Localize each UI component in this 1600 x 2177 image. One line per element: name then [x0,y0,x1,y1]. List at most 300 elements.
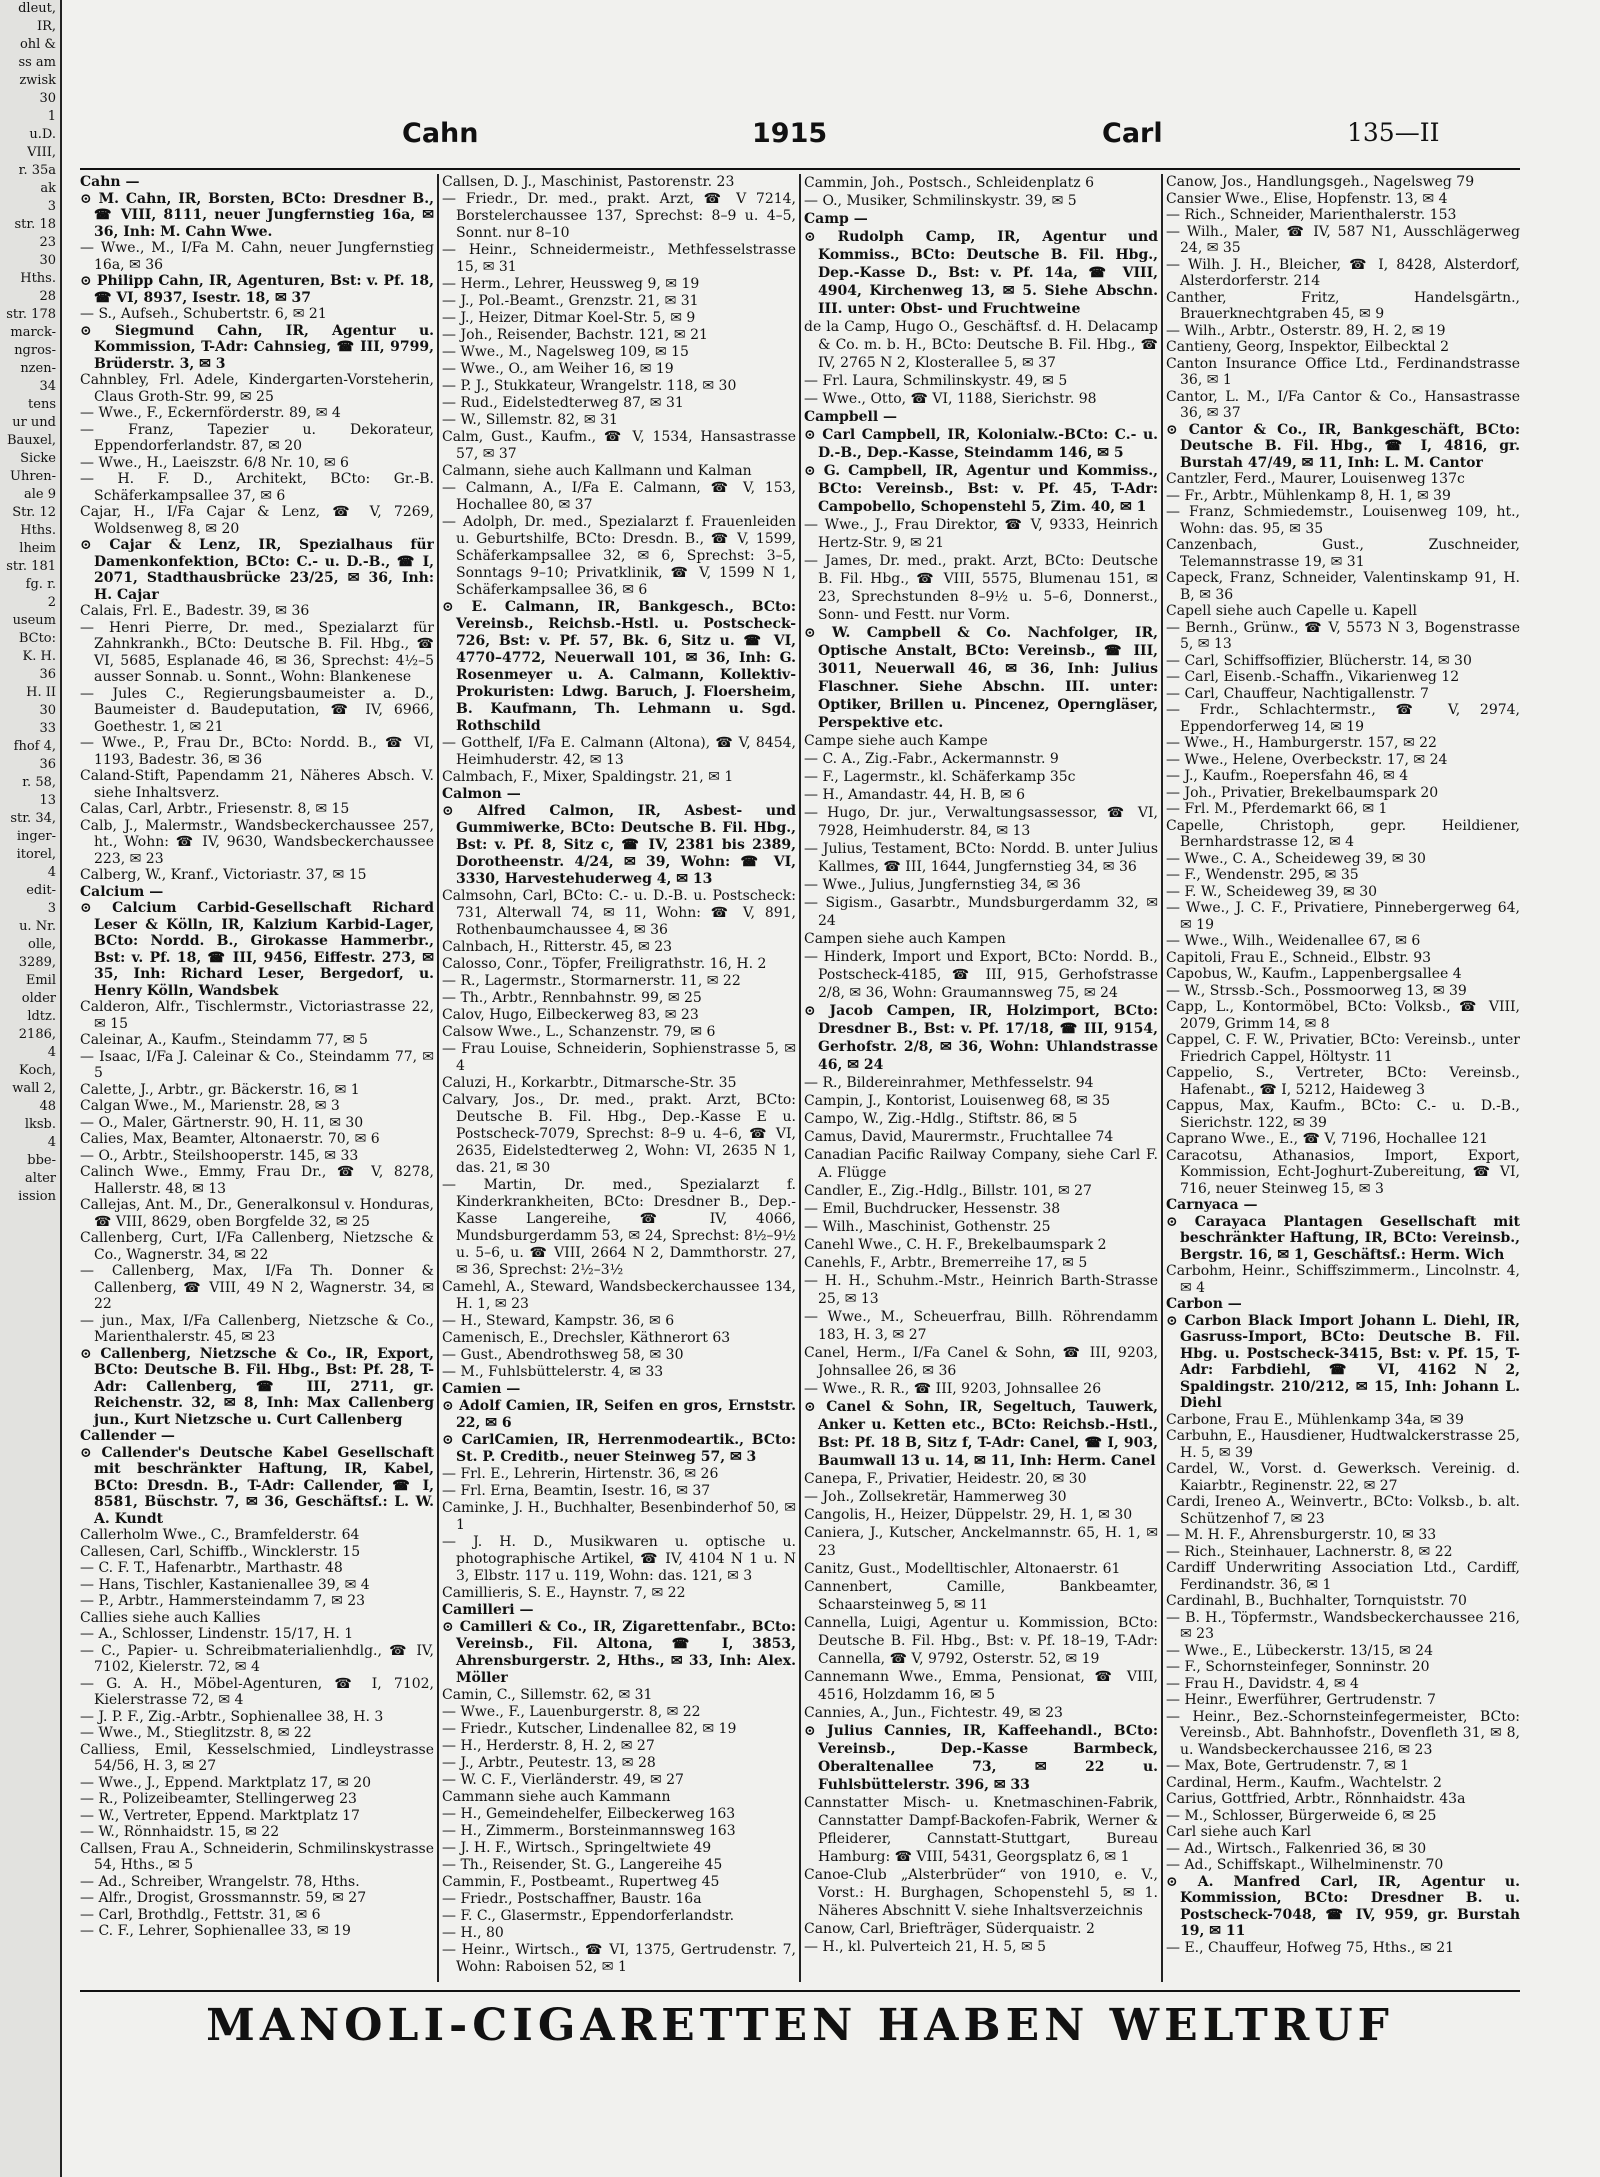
directory-entry: — Max, Bote, Gertrudenstr. 7, ✉ 1 [1166,1758,1409,1774]
directory-entry: — jun., Max, I/Fa Callenberg, Nietzsche & Co., Marienthalerstr. 45, ✉ 23 [80,1312,434,1345]
directory-entry: ⊙ Rudolph Camp, IR, Agentur und Kommiss., BCto: Deutsche B. Fil. Hbg., Dep.-Kasse D., Bst: v. Pf. 14a, ☎ VIII, 4904, Kirchenweg 13, ✉ 5. Siehe Abschn. III. unter: Obst- und Fruchtweine [804,229,1158,317]
edge-fragment: 13 [39,793,56,808]
edge-fragment: Sicke [20,451,56,466]
directory-entry: Cahnbley, Frl. Adele, Kindergarten-Vorsteherin, Claus Groth-Str. 99, ✉ 25 [80,372,434,405]
directory-entry: — Th., Reisender, St. G., Langereihe 45 [442,1857,723,1873]
directory-entry: Calgan Wwe., M., Marienstr. 28, ✉ 3 [80,1098,340,1114]
directory-entry: — Wwe., O., am Weiher 16, ✉ 19 [442,361,674,377]
edge-fragment: ale 9 [23,487,56,502]
directory-entry: Callsen, Frau A., Schneiderin, Schmilinskystrasse 54, Hths., ✉ 5 [80,1840,434,1873]
directory-entry: — Frl. E., Lehrerin, Hirtenstr. 36, ✉ 26 [442,1466,719,1482]
directory-entry: — Herm., Lehrer, Heussweg 9, ✉ 19 [442,276,700,292]
directory-entry: Cannenbert, Camille, Bankbeamter, Schaarsteinweg 5, ✉ 11 [804,1579,1158,1613]
directory-entry: — Wwe., F., Eckernförderstr. 89, ✉ 4 [80,405,341,421]
directory-entry: — Frl. M., Pferdemarkt 66, ✉ 1 [1166,801,1388,817]
edge-fragment: u. Nr. [19,919,56,934]
edge-fragment: ission [18,1189,56,1204]
directory-entry: — Carl, Chauffeur, Nachtigallenstr. 7 [1166,685,1429,702]
edge-fragment: 23 [39,235,56,250]
edge-fragment: IR, [36,19,56,34]
directory-entry: Canitz, Gust., Modelltischler, Altonaerstr. 61 [804,1561,1121,1577]
directory-entry: Calais, Frl. E., Badestr. 39, ✉ 36 [80,603,310,619]
edge-fragment: str. 178 [6,307,56,322]
edge-fragment: edit- [26,883,56,898]
edge-fragment: fhof 4, [13,739,56,754]
edge-fragment: Koch, [19,1063,56,1078]
directory-entry: Capell siehe auch Capelle u. Kapell [1166,603,1418,619]
directory-entry: — J., Heizer, Ditmar Koel-Str. 5, ✉ 9 [442,310,696,326]
directory-entry: — C. F., Lehrer, Sophienallee 33, ✉ 19 [80,1923,351,1939]
directory-entry: ⊙ Jacob Campen, IR, Holzimport, BCto: Dresdner B., Bst: v. Pf. 17/18, ☎ III, 9154, Gerhofstr. 2/8, ✉ 36, Wohn: Uhlandstrasse 46, ✉ 24 [804,1003,1158,1073]
section-heading: Carbon — [1166,1296,1242,1312]
directory-entry: Calas, Carl, Arbtr., Friesenstr. 8, ✉ 15 [80,801,350,817]
directory-entry: — Frl. Laura, Schmilinskystr. 49, ✉ 5 [804,373,1068,389]
directory-entry: Candler, E., Zig.-Hdlg., Billstr. 101, ✉ 27 [804,1183,1092,1199]
directory-entry: — J., Kaufm., Roepersfahn 46, ✉ 4 [1166,768,1409,784]
directory-entry: — F., Lagermstr., kl. Schäferkamp 35c [804,769,1076,785]
directory-entry: — Emil, Buchdrucker, Hessenstr. 38 [804,1201,1061,1217]
directory-entry: Cappus, Max, Kaufm., BCto: C.- u. D.-B., Sierichstr. 122, ✉ 39 [1166,1098,1520,1131]
section-heading: Camp — [804,211,868,227]
edge-fragment: H. II [26,685,56,700]
edge-fragment: BCto: [18,631,56,646]
directory-entry: Capeck, Franz, Schneider, Valentinskamp 91, H. B, ✉ 36 [1166,570,1520,603]
directory-entry: Canehl Wwe., C. H. F., Brekelbaumspark 2 [804,1237,1107,1253]
directory-entry: de la Camp, Hugo O., Geschäftsf. d. H. Delacamp & Co. m. b. H., BCto: Deutsche B. Fil. Hbg., ☎ IV, 2765 N 2, Klosterallee 5, ✉ 37 [804,319,1158,371]
edge-fragment: useum [12,613,56,628]
directory-entry: ⊙ Callenberg, Nietzsche & Co., IR, Export, BCto: Deutsche B. Fil. Hbg., Bst: Pf. 28, T-Adr: Callenberg, ☎ III, 2711, gr. Reichenstr. 32, ✉ 8, Inh: Max Callenberg jun., Kurt Nietzsche u. Curt Callenberg [80,1345,434,1428]
edge-fragment: older [21,991,56,1006]
edge-fragment: 3289, [18,955,56,970]
directory-entry: — Wwe., H., Hamburgerstr. 157, ✉ 22 [1166,735,1437,751]
directory-entry: Cammin, F., Postbeamt., Rupertweg 45 [442,1874,720,1890]
directory-entry: Calmann, siehe auch Kallmann und Kalman [442,463,752,479]
directory-entry: Calette, J., Arbtr., gr. Bäckerstr. 16, ✉ 1 [80,1081,360,1098]
directory-entry: — R., Polizeibeamter, Stellingerweg 23 [80,1791,357,1807]
directory-entry: Canepa, F., Privatier, Heidestr. 20, ✉ 30 [804,1471,1087,1487]
directory-entry: Cansier Wwe., Elise, Hopfenstr. 13, ✉ 4 [1166,190,1448,207]
directory-entry: Callerholm Wwe., C., Bramfelderstr. 64 [80,1527,360,1543]
directory-entry: Capobus, W., Kaufm., Lappenbergsallee 4 [1166,966,1462,982]
edge-fragment: tens [28,397,56,412]
edge-fragment: 30 [39,703,56,718]
directory-entry: — C. F. T., Hafenarbtr., Marthastr. 48 [80,1560,343,1576]
directory-entry: ⊙ Philipp Cahn, IR, Agenturen, Bst: v. Pf. 18, ☎ VI, 8937, Isestr. 18, ✉ 37 [80,273,434,306]
directory-entry: — Th., Arbtr., Rennbahnstr. 99, ✉ 25 [442,990,702,1006]
directory-entry: — J. P. F., Zig.-Arbtr., Sophienallee 38, H. 3 [80,1708,384,1725]
edge-fragment: ur und [12,415,56,430]
directory-entry: — Heinr., Schneidermeistr., Methfesselstrasse 15, ✉ 31 [442,242,796,275]
directory-entry: ⊙ A. Manfred Carl, IR, Agentur u. Kommission, BCto: Dresdner B. u. Postscheck-7048, ☎ IV, 959, gr. Burstah 19, ✉ 11 [1166,1873,1520,1939]
directory-entry: — Wilh., Maler, ☎ IV, 587 N1, Ausschlägerweg 24, ✉ 35 [1166,223,1520,256]
directory-entry: — Wilh. J. H., Bleicher, ☎ I, 8428, Alsterdorf, Alsterdorferstr. 214 [1166,256,1520,289]
directory-entry: — James, Dr. med., prakt. Arzt, BCto: Deutsche B. Fil. Hbg., ☎ VIII, 5575, Blumenau 151, ✉ 23, Sprechstunden 8–9½ u. 5–6, Donnerst., Sonn- und Festt. nur Vorm. [804,553,1158,623]
directory-entry: ⊙ Callender's Deutsche Kabel Gesellschaft mit beschränkter Haftung, IR, Kabel, BCto: Dresdn. B., T-Adr: Callender, ☎ I, 8581, Büschstr. 7, ✉ 36, Geschäftsf.: L. W. A. Kundt [80,1444,434,1527]
directory-entry: — Isaac, I/Fa J. Caleinar & Co., Steindamm 77, ✉ 5 [80,1048,434,1081]
directory-entry: — Wwe., C. A., Scheideweg 39, ✉ 30 [1166,850,1426,867]
column-divider [437,174,439,1982]
directory-entry: Campo, W., Zig.-Hdlg., Stiftstr. 86, ✉ 5 [804,1111,1078,1127]
edge-fragment: 33 [39,721,56,736]
directory-entry: — H. F. D., Architekt, BCto: Gr.-B. Schäferkampsallee 37, ✉ 6 [80,471,434,504]
directory-entry: Cantor, L. M., I/Fa Cantor & Co., Hansastrasse 36, ✉ 37 [1166,388,1520,421]
section-heading: Carnyaca — [1166,1197,1258,1213]
directory-page [62,0,1600,2177]
section-heading: Camien — [442,1381,521,1397]
directory-entry: — Hugo, Dr. jur., Verwaltungsassessor, ☎ VI, 7928, Heimhuderstr. 84, ✉ 13 [804,805,1158,839]
directory-entry: Cantieny, Georg, Inspektor, Eilbecktal 2 [1166,339,1450,355]
section-heading: Calcium — [80,883,164,900]
edge-fragment: 4 [47,1045,56,1060]
directory-entry: Caleinar, A., Kaufm., Steindamm 77, ✉ 5 [80,1032,368,1048]
directory-entry: ⊙ W. Campbell & Co. Nachfolger, IR, Optische Anstalt, BCto: Vereinsb., ☎ III, 3011, Neuerwall 46, ✉ 36, Inh: Julius Flaschner. Siehe Abschn. III. unter: Optiker, Brillen u. Pincenez, Operngläser, Perspektive etc. [804,625,1158,731]
directory-entry: Campe siehe auch Kampe [804,733,988,749]
directory-entry: — Wwe., J., Eppend. Marktplatz 17, ✉ 20 [80,1774,372,1791]
directory-entry: ⊙ G. Campbell, IR, Agentur und Kommiss., BCto: Vereinsb., Bst: v. Pf. 45, T-Adr: Campobello, Schopenstehl 5, Zim. 40, ✉ 1 [804,463,1158,515]
directory-entry: Caland-Stift, Papendamm 21, Näheres Absch. V. siehe Inhaltsverz. [80,768,434,801]
directory-entry: Cardi, Ireneo A., Weinvertr., BCto: Volksb., b. alt. Schützenhof 7, ✉ 23 [1166,1494,1520,1527]
directory-entry: — C. A., Zig.-Fabr., Ackermannstr. 9 [804,751,1059,767]
edge-fragment: inger- [16,829,56,844]
directory-entry: Calmbach, F., Mixer, Spaldingstr. 21, ✉ 1 [442,769,734,785]
directory-entry: Cammin, Joh., Postsch., Schleidenplatz 6 [804,175,1094,191]
directory-entry: Camus, David, Maurermstr., Fruchtallee 74 [804,1129,1114,1145]
directory-entry: Callesen, Carl, Schiffb., Wincklerstr. 15 [80,1543,361,1560]
directory-entry: — Wwe., J., Frau Direktor, ☎ V, 9333, Heinrich Hertz-Str. 9, ✉ 21 [804,517,1158,551]
directory-entry: — H. H., Schuhm.-Mstr., Heinrich Barth-Strasse 25, ✉ 13 [804,1273,1158,1307]
directory-entry: Carbuhn, E., Hausdiener, Hudtwalckerstrasse 25, H. 5, ✉ 39 [1166,1428,1520,1461]
directory-entry: — H., Gemeindehelfer, Eilbeckerweg 163 [442,1806,736,1822]
directory-entry: — Jules C., Regierungsbaumeister a. D., Baumeister d. Baudeputation, ☎ IV, 6966, Goethestr. 1, ✉ 21 [80,685,434,735]
directory-entry: Calb, J., Malermstr., Wandsbeckerchaussee 257, ht., Wohn: ☎ IV, 9630, Wandsbeckerchaussee 223, ✉ 23 [80,817,434,867]
directory-entry: — Wwe., R. R., ☎ III, 9203, Johnsallee 26 [804,1381,1102,1397]
directory-entry: ⊙ Adolf Camien, IR, Seifen en gros, Ernststr. 22, ✉ 6 [442,1398,796,1431]
directory-entry: — W., Strssb.-Sch., Possmoorweg 13, ✉ 39 [1166,982,1467,999]
directory-entry: Canther, Fritz, Handelsgärtn., Brauerknechtgraben 45, ✉ 9 [1166,289,1520,322]
entry-columns [80,174,1520,1982]
directory-entry: — Wwe., F., Lauenburgerstr. 8, ✉ 22 [442,1704,701,1720]
directory-entry: Camenisch, E., Drechsler, Käthnerort 63 [442,1330,731,1346]
column-4 [1166,174,1520,1982]
directory-entry: ⊙ Carbon Black Import Johann L. Diehl, IR, Gasruss-Import, BCto: Deutsche B. Fil. Hbg. u. Postscheck-3415, Bst: v. Pf. 15, T-Adr: Farbdiehl, ☎ VI, 4162 N 2, Spaldingstr. 210/212, ✉ 15, Inh: Johann L. Diehl [1166,1312,1520,1411]
directory-entry: — Heinr., Bez.-Schornsteinfegermeister, BCto: Vereinsb., Abt. Bahnhofstr., Dovenfleth 31, ✉ 8, u. Wandsbeckerchaussee 216, ✉ 23 [1166,1708,1520,1758]
directory-entry: Cardiff Underwriting Association Ltd., Cardiff, Ferdinandstr. 36, ✉ 1 [1166,1560,1520,1593]
directory-entry: ⊙ Julius Cannies, IR, Kaffeehandl., BCto: Vereinsb., Dep.-Kasse Barmbeck, Oberaltenallee 73, ✉ 22 u. Fuhlsbüttelerstr. 396, ✉ 33 [804,1723,1158,1793]
page-number: 135—II [1347,118,1440,147]
directory-entry: — Wwe., P., Frau Dr., BCto: Nordd. B., ☎ VI, 1193, Badestr. 36, ✉ 36 [80,735,434,768]
adjacent-page-edge [0,0,63,2177]
directory-entry: — Adolph, Dr. med., Spezialarzt f. Frauenleiden u. Geburtshilfe, BCto: Dresdn. B., ☎ V, 1599, Schäferkampsallee 32, ✉ 6, Sprechst: 3–5, Sonntags 9–10; Privatklinik, ☎ V, 1599 N 1, Schäferkampsallee 36, ✉ 6 [442,514,796,598]
header-right-word: Carl [1102,118,1163,149]
directory-entry: Carbone, Frau E., Mühlenkamp 34a, ✉ 39 [1166,1411,1464,1428]
directory-entry: Calmsohn, Carl, BCto: C.- u. D.-B. u. Postscheck: 731, Alterwall 74, ✉ 11, Wohn: ☎ V, 891, Rothenbaumchaussee 4, ✉ 36 [442,888,796,938]
edge-fragment: 2 [47,595,56,610]
directory-entry: — W., Sillemstr. 82, ✉ 31 [442,412,618,428]
directory-entry: Calliess, Emil, Kesselschmied, Lindleystrasse 54/56, H. 3, ✉ 27 [80,1741,434,1774]
directory-entry: — Friedr., Kutscher, Lindenallee 82, ✉ 19 [442,1721,737,1737]
directory-entry: — M. H. F., Ahrensburgerstr. 10, ✉ 33 [1166,1527,1437,1543]
directory-entry: — Calmann, A., I/Fa E. Calmann, ☎ V, 153, Hochallee 80, ✉ 37 [442,480,796,513]
directory-entry: Calnbach, H., Ritterstr. 45, ✉ 23 [442,939,673,955]
directory-entry: Carius, Gottfried, Arbtr., Rönnhaidstr. 43a [1166,1791,1466,1807]
column-1 [80,174,434,1982]
directory-entry: Caluzi, H., Korkarbtr., Ditmarsche-Str. 35 [442,1075,737,1091]
directory-entry: Campin, J., Kontorist, Louisenweg 68, ✉ 35 [804,1093,1111,1109]
directory-entry: Campen siehe auch Kampen [804,931,1006,947]
directory-entry: Canow, Jos., Handlungsgeh., Nagelsweg 79 [1166,174,1475,190]
edge-fragment: 36 [39,757,56,772]
edge-fragment: 30 [39,91,56,106]
directory-entry: — Callenberg, Max, I/Fa Th. Donner & Callenberg, ☎ VIII, 49 N 2, Wagnerstr. 34, ✉ 22 [80,1263,434,1312]
directory-entry: — Frau H., Davidstr. 4, ✉ 4 [1166,1675,1359,1692]
edge-fragment: nzen- [20,361,56,376]
directory-entry: Calinch Wwe., Emmy, Frau Dr., ☎ V, 8278, Hallerstr. 48, ✉ 13 [80,1164,434,1197]
directory-entry: — Carl, Schiffsoffizier, Blücherstr. 14, ✉ 30 [1166,652,1472,669]
directory-entry: Capitoli, Frau E., Schneid., Elbstr. 93 [1166,949,1432,966]
directory-entry: Cannemann Wwe., Emma, Pensionat, ☎ VIII, 4516, Holzdamm 16, ✉ 5 [804,1669,1158,1703]
directory-entry: — Hans, Tischler, Kastanienallee 39, ✉ 4 [80,1576,370,1593]
edge-fragment: Hths. [20,523,56,538]
edge-fragment: ak [40,181,56,196]
edge-fragment: str. 34, [10,811,56,826]
directory-entry: Camehl, A., Steward, Wandsbeckerchaussee 134, H. 1, ✉ 23 [442,1279,796,1312]
edge-fragment: wall 2, [12,1081,56,1096]
directory-entry: ⊙ Camilleri & Co., IR, Zigarettenfabr., BCto: Vereinsb., Fil. Altona, ☎ I, 3853, Ahrensburgerstr. 2, Hths., ✉ 33, Inh: Alex. Möller [442,1619,796,1686]
directory-entry: Capelle, Christoph, gepr. Heildiener, Bernhardstrasse 12, ✉ 4 [1166,817,1520,850]
directory-entry: ⊙ Carl Campbell, IR, Kolonialw.-BCto: C.- u. D.-B., Dep.-Kasse, Steindamm 146, ✉ 5 [804,427,1158,461]
directory-entry: — Carl, Brothdlg., Fettstr. 31, ✉ 6 [80,1906,321,1923]
directory-entry: — Gotthelf, I/Fa E. Calmann (Altona), ☎ V, 8454, Heimhuderstr. 42, ✉ 13 [442,735,796,768]
edge-fragment: r. 58, [22,775,56,790]
edge-fragment: 30 [39,253,56,268]
directory-entry: — Bernh., Grünw., ☎ V, 5573 N 3, Bogenstrasse 5, ✉ 13 [1166,619,1520,652]
directory-entry: — Frau Louise, Schneiderin, Sophienstrasse 5, ✉ 4 [442,1041,796,1074]
directory-entry: — Alfr., Drogist, Grossmannstr. 59, ✉ 27 [80,1890,367,1906]
edge-fragment: zwisk [19,73,56,88]
directory-entry: Calov, Hugo, Eilbeckerweg 83, ✉ 23 [442,1007,699,1023]
section-heading: Callender — [80,1428,175,1444]
directory-entry: ⊙ Cantor & Co., IR, Bankgeschäft, BCto: Deutsche B. Fil. Hbg., ☎ I, 4816, gr. Burstah 47/49, ✉ 11, Inh: L. M. Cantor [1166,421,1520,471]
directory-entry: Canow, Carl, Briefträger, Süderquaistr. 2 [804,1921,1095,1937]
directory-entry: — M., Fuhlsbüttelerstr. 4, ✉ 33 [442,1364,664,1380]
directory-entry: — Ad., Schiffskapt., Wilhelminenstr. 70 [1166,1857,1444,1873]
directory-entry: ⊙ Canel & Sohn, IR, Segeltuch, Tauwerk, Anker u. Ketten etc., BCto: Reichsb.-Hstl., Bst: Pf. 18 B, Sitz f, T-Adr: Canel, ☎ I, 903, Baumwall 13 u. 14, ✉ 11, Inh: Herm. Canel [804,1399,1158,1469]
directory-entry: — Julius, Testament, BCto: Nordd. B. unter Julius Kallmes, ☎ III, 1644, Jungfernstieg 34, ✉ 36 [804,841,1158,875]
edge-fragment: 3 [47,901,56,916]
directory-entry: Cardel, W., Vorst. d. Gewerksch. Vereinig. d. Kaiarbtr., Reginenstr. 22, ✉ 27 [1166,1461,1520,1494]
directory-entry: Caracotsu, Athanasios, Import, Export, Kommission, Echt-Joghurt-Zubereitung, ☎ VI, 716, neuer Steinweg 15, ✉ 3 [1166,1147,1520,1197]
directory-entry: Caprano Wwe., E., ☎ V, 7196, Hochallee 121 [1166,1131,1489,1147]
column-3 [804,174,1158,1982]
directory-entry: Cammann siehe auch Kammann [442,1789,671,1805]
directory-entry: — B. H., Töpfermstr., Wandsbeckerchaussee 216, ✉ 23 [1166,1609,1520,1642]
edge-fragment: bbe- [27,1153,56,1168]
directory-entry: — Wilh., Maschinist, Gothenstr. 25 [804,1219,1051,1235]
edge-fragment: ss am [18,55,56,70]
directory-entry: — G. A. H., Möbel-Agenturen, ☎ I, 7102, Kielerstrasse 72, ✉ 4 [80,1675,434,1708]
directory-entry: — Ad., Schreiber, Wrangelstr. 78, Hths. [80,1873,360,1890]
directory-entry: — Ad., Wirtsch., Falkenried 36, ✉ 30 [1166,1840,1427,1857]
header-rule [80,168,1520,170]
directory-entry: — Heinr., Wirtsch., ☎ VI, 1375, Gertrudenstr. 7, Wohn: Raboisen 52, ✉ 1 [442,1942,796,1975]
directory-entry: — F., Wendenstr. 295, ✉ 35 [1166,867,1359,883]
edge-fragment: 34 [39,379,56,394]
directory-entry: — P., Arbtr., Hammersteindamm 7, ✉ 23 [80,1593,366,1609]
column-2 [442,174,796,1982]
directory-entry: ⊙ M. Cahn, IR, Borsten, BCto: Dresdner B., ☎ VIII, 8111, neuer Jungfernstieg 16a, ✉ 36, Inh: M. Cahn Wwe. [80,190,434,240]
directory-entry: Cannstatter Misch- u. Knetmaschinen-Fabrik, Cannstatter Dampf-Backofen-Fabrik, Werner & Pfleiderer, Cannstatt-Stuttgart, Bureau Hamburg: ☎ VIII, 5431, Georgsplatz 6, ✉ 1 [804,1795,1158,1865]
directory-entry: — Wwe., E., Lübeckerstr. 13/15, ✉ 24 [1166,1642,1433,1659]
directory-entry: — Rich., Steinhauer, Lachnerstr. 8, ✉ 22 [1166,1543,1453,1560]
edge-fragment: 1 [47,109,56,124]
directory-entry: — J. H. D., Musikwaren u. optische u. photographische Artikel, ☎ IV, 4104 N 1 u. N 3, Elbstr. 117 u. 119, Wohn: das. 121, ✉ 3 [442,1534,796,1584]
directory-entry: — W., Rönnhaidstr. 15, ✉ 22 [80,1824,280,1840]
directory-entry: Cangolis, H., Heizer, Düppelstr. 29, H. 1, ✉ 30 [804,1507,1133,1523]
directory-entry: — Gust., Abendrothsweg 58, ✉ 30 [442,1347,684,1363]
directory-entry: Calberg, W., Kranf., Victoriastr. 37, ✉ 15 [80,867,367,883]
directory-entry: — Martin, Dr. med., Spezialarzt f. Kinderkrankheiten, BCto: Dresdner B., Dep.-Kasse Langereihe, ☎ IV, 4066, Mundsburgerdamm 53, ✉ 24, Sprechst: 8½–9½ u. 5–6, u. ☎ VIII, 2664 N 2, Dammthorstr. 27, ✉ 36, Sprechst: 2½–3½ [442,1177,796,1278]
edge-fragment: 4 [47,1135,56,1150]
directory-entry: — Rich., Schneider, Marienthalerstr. 153 [1166,207,1457,223]
directory-entry: Cannella, Luigi, Agentur u. Kommission, BCto: Deutsche B. Fil. Hbg., Bst: v. Pf. 18–19, T-Adr: Cannella, ☎ V, 9792, Osterstr. 52, ✉ 19 [804,1615,1158,1667]
directory-entry: — Fr., Arbtr., Mühlenkamp 8, H. 1, ✉ 39 [1166,487,1451,504]
header-left-word: Cahn [402,118,479,149]
directory-entry: — Friedr., Dr. med., prakt. Arzt, ☎ V 7214, Borstelerchaussee 137, Sprechst: 8–9 u. 4–5, Sonnt. nur 8–10 [442,191,796,241]
directory-entry: — Joh., Reisender, Bachstr. 121, ✉ 21 [442,327,708,343]
edge-fragment: K. H. [22,649,56,664]
directory-entry: Cardinal, Herm., Kaufm., Wachtelstr. 2 [1166,1774,1442,1791]
directory-entry: — O., Arbtr., Steilshooperstr. 145, ✉ 33 [80,1147,359,1164]
footer-rule [80,1990,1520,1992]
column-divider [1161,174,1163,1982]
directory-entry: — Joh., Zollsekretär, Hammerweg 30 [804,1489,1067,1505]
directory-entry: Carl siehe auch Karl [1166,1824,1312,1840]
directory-entry: Capp, L., Kontormöbel, BCto: Volksb., ☎ VIII, 2079, Grimm 14, ✉ 8 [1166,999,1520,1032]
directory-entry: — H., Amandastr. 44, H. B, ✉ 6 [804,787,1026,803]
directory-entry: — Wilh., Arbtr., Osterstr. 89, H. 2, ✉ 19 [1166,322,1446,339]
edge-fragment: ldtz. [27,1009,56,1024]
directory-entry: Camillieris, S. E., Haynstr. 7, ✉ 22 [442,1585,686,1601]
header-year: 1915 [752,118,828,149]
directory-entry: ⊙ Carayaca Plantagen Gesellschaft mit beschränkter Haftung, IR, BCto: Vereinsb., Bergstr. 16, ✉ 1, Geschäftsf.: Herm. Wich [1166,1213,1520,1263]
edge-fragment: r. 35a [18,163,56,178]
directory-entry: Canehls, F., Arbtr., Bremerreihe 17, ✉ 5 [804,1255,1088,1271]
directory-entry: — R., Bildereinrahmer, Methfesselstr. 94 [804,1075,1094,1091]
edge-fragment: Emil [25,973,56,988]
edge-fragment: olle, [28,937,56,952]
section-heading: Cahn — [80,174,140,190]
directory-entry: — Wwe., Julius, Jungfernstieg 34, ✉ 36 [804,877,1081,893]
directory-entry: Calderon, Alfr., Tischlermstr., Victoriastrasse 22, ✉ 15 [80,999,434,1032]
directory-entry: — Franz, Tapezier u. Dekorateur, Eppendorferlandstr. 87, ✉ 20 [80,421,434,454]
directory-entry: Calosso, Conr., Töpfer, Freiligrathstr. 16, H. 2 [442,956,767,972]
edge-fragment: 2186, [18,1027,56,1042]
edge-fragment: Str. 12 [12,505,56,520]
directory-entry: — J., Arbtr., Peutestr. 13, ✉ 28 [442,1755,656,1771]
directory-entry: — Wwe., Helene, Overbeckstr. 17, ✉ 24 [1166,751,1448,768]
directory-entry: — Wwe., Otto, ☎ VI, 1188, Sierichstr. 98 [804,391,1097,407]
directory-entry: — M., Schlosser, Bürgerweide 6, ✉ 25 [1166,1807,1437,1824]
directory-entry: Canton Insurance Office Ltd., Ferdinandstrasse 36, ✉ 1 [1166,355,1520,388]
directory-entry: Calsow Wwe., L., Schanzenstr. 79, ✉ 6 [442,1024,716,1040]
directory-entry: — H., Steward, Kampstr. 36, ✉ 6 [442,1313,675,1329]
directory-entry: Calvary, Jos., Dr. med., prakt. Arzt, BCto: Deutsche B. Fil. Hbg., Dep.-Kasse E u. Postscheck-7079, Sprechst: 8–9 u. 4–6, ☎ VI, 2635, Eidelstedterweg 2, Wohn: VI, 2635 N 1, das. 21, ✉ 30 [442,1092,796,1176]
directory-entry: — Wwe., M., Stieglitzstr. 8, ✉ 22 [80,1725,312,1741]
edge-fragment: 48 [39,1099,56,1114]
directory-entry: — A., Schlosser, Lindenstr. 15/17, H. 1 [80,1626,354,1642]
edge-fragment: VIII, [27,145,56,160]
directory-entry: Carbohm, Heinr., Schiffszimmerm., Lincolnstr. 4, ✉ 4 [1166,1263,1520,1296]
advertisement-banner: MANOLI-CIGARETTEN HABEN WELTRUF [206,2000,1394,2051]
directory-entry: Callsen, D. J., Maschinist, Pastorenstr. 23 [442,174,735,190]
edge-fragment: str. 181 [6,559,56,574]
directory-entry: — C., Papier- u. Schreibmaterialienhdlg., ☎ IV, 7102, Kielerstr. 72, ✉ 4 [80,1642,434,1675]
edge-fragment: dleut, [18,1,56,16]
directory-entry: — Frdr., Schlachtermstr., ☎ V, 2974, Eppendorferweg 14, ✉ 19 [1166,702,1520,735]
directory-entry: Canel, Herm., I/Fa Canel & Sohn, ☎ III, 9203, Johnsallee 26, ✉ 36 [804,1345,1158,1379]
directory-entry: — J., Pol.-Beamt., Grenzstr. 21, ✉ 31 [442,293,699,309]
directory-entry: Calies, Max, Beamter, Altonaerstr. 70, ✉ 6 [80,1131,380,1147]
directory-entry: — Joh., Privatier, Brekelbaumspark 20 [1166,784,1439,801]
directory-entry: — Hinderk, Import und Export, BCto: Nordd. B., Postscheck-4185, ☎ III, 915, Gerhofstrasse 2/8, ✉ 36, Wohn: Graumannsweg 75, ✉ 24 [804,949,1158,1001]
edge-fragment: lheim [19,541,56,556]
directory-entry: Caniera, J., Kutscher, Anckelmannstr. 65, H. 1, ✉ 23 [804,1525,1158,1559]
edge-fragment: fg. r. [25,577,56,592]
directory-entry: — Franz, Schmiedemstr., Louisenweg 109, ht., Wohn: das. 95, ✉ 35 [1166,504,1520,537]
section-heading: Camilleri — [442,1602,534,1618]
edge-fragment: 3 [47,199,56,214]
directory-entry: Callenberg, Curt, I/Fa Callenberg, Nietzsche & Co., Wagnerstr. 34, ✉ 22 [80,1230,434,1263]
directory-entry: — E., Chauffeur, Hofweg 75, Hths., ✉ 21 [1166,1939,1455,1956]
directory-entry: — Henri Pierre, Dr. med., Spezialarzt für Zahnkrankh., BCto: Deutsche B. Fil. Hbg., ☎ VI, 5685, Esplanade 46, ✉ 36, Sprechst: 4½–5 ausser Sonnab. u. Sonnt., Wohn: Blankenese [80,619,434,685]
directory-entry: Canzenbach, Gust., Zuschneider, Telemannstrasse 19, ✉ 31 [1166,537,1520,570]
edge-fragment: 28 [39,289,56,304]
section-heading: Calmon — [442,786,521,802]
column-divider [799,174,801,1982]
directory-entry: ⊙ CarlCamien, IR, Herrenmodeartik., BCto: St. P. Creditb., neuer Steinweg 57, ✉ 3 [442,1432,796,1465]
directory-entry: — W., Vertreter, Eppend. Marktplatz 17 [80,1807,360,1824]
directory-entry: Cappel, C. F. W., Privatier, BCto: Vereinsb., unter Friedrich Cappel, Höltystr. 11 [1166,1032,1520,1065]
directory-entry: ⊙ Siegmund Cahn, IR, Agentur u. Kommission, T-Adr: Cahnsieg, ☎ III, 9799, Brüderstr. 3, ✉ 3 [80,322,434,372]
directory-entry: — R., Lagermstr., Stormarnerstr. 11, ✉ 22 [442,973,741,989]
directory-entry: — Heinr., Ewerführer, Gertrudenstr. 7 [1166,1692,1436,1708]
directory-entry: Cardinahl, B., Buchhalter, Tornquiststr. 70 [1166,1593,1467,1609]
directory-entry: Calm, Gust., Kaufm., ☎ V, 1534, Hansastrasse 57, ✉ 37 [442,429,796,462]
directory-entry: — Carl, Eisenb.-Schaffn., Vikarienweg 12 [1166,669,1460,685]
edge-fragment: Uhren- [9,469,56,484]
edge-fragment: itorel, [16,847,56,862]
directory-entry: — Wwe., Wilh., Weidenallee 67, ✉ 6 [1166,933,1421,949]
edge-fragment: 36 [39,667,56,682]
directory-entry: Cannies, A., Jun., Fichtestr. 49, ✉ 23 [804,1705,1063,1721]
directory-entry: — F. W., Scheideweg 39, ✉ 30 [1166,883,1378,900]
directory-entry: — Wwe., J. C. F., Privatiere, Pinnebergerweg 64, ✉ 19 [1166,900,1520,933]
edge-fragment: ngros- [14,343,56,358]
directory-entry: — Rud., Eidelstedterweg 87, ✉ 31 [442,395,684,411]
edge-fragment: Hths. [20,271,56,286]
directory-entry: ⊙ Calcium Carbid-Gesellschaft Richard Leser & Kölln, IR, Kalzium Karbid-Lager, BCto: Nordd. B., Girokasse Hammerbr., Bst: v. Pf. 18, ☎ III, 9456, Eiffestr. 273, ✉ 35, Inh: Richard Leser, Bergedorf, u. Henry Kölln, Wandsbek [80,900,434,999]
directory-entry: Cajar, H., I/Fa Cajar & Lenz, ☎ V, 7269, Woldsenweg 8, ✉ 20 [80,504,434,537]
directory-entry: — O., Musiker, Schmilinskystr. 39, ✉ 5 [804,193,1077,209]
directory-entry: — H., 80 [442,1925,504,1941]
directory-entry: Caminke, J. H., Buchhalter, Besenbinderhof 50, ✉ 1 [442,1500,796,1533]
directory-entry: — Wwe., M., Nagelsweg 109, ✉ 15 [442,344,689,360]
directory-entry: — Friedr., Postschaffner, Baustr. 16a [442,1891,702,1907]
directory-entry: Cappelio, S., Vertreter, BCto: Vereinsb., Hafenabt., ☎ I, 5212, Haideweg 3 [1166,1065,1520,1098]
directory-entry: ⊙ Alfred Calmon, IR, Asbest- und Gummiwerke, BCto: Deutsche B. Fil. Hbg., Bst: v. Pf. 8, Sitz c, ☎ IV, 2381 bis 2389, Dorotheenstr. 4/24, ✉ 39, Wohn: ☎ VI, 3330, Harvestehuderweg 4, ✉ 13 [442,803,796,887]
directory-entry: Canoe-Club „Alsterbrüder“ von 1910, e. V., Vorst.: H. Burghagen, Schopenstehl 5, ✉ 1. Näheres Abschnitt V. siehe Inhaltsverzeichnis [804,1867,1158,1919]
edge-fragment: lksb. [24,1117,56,1132]
